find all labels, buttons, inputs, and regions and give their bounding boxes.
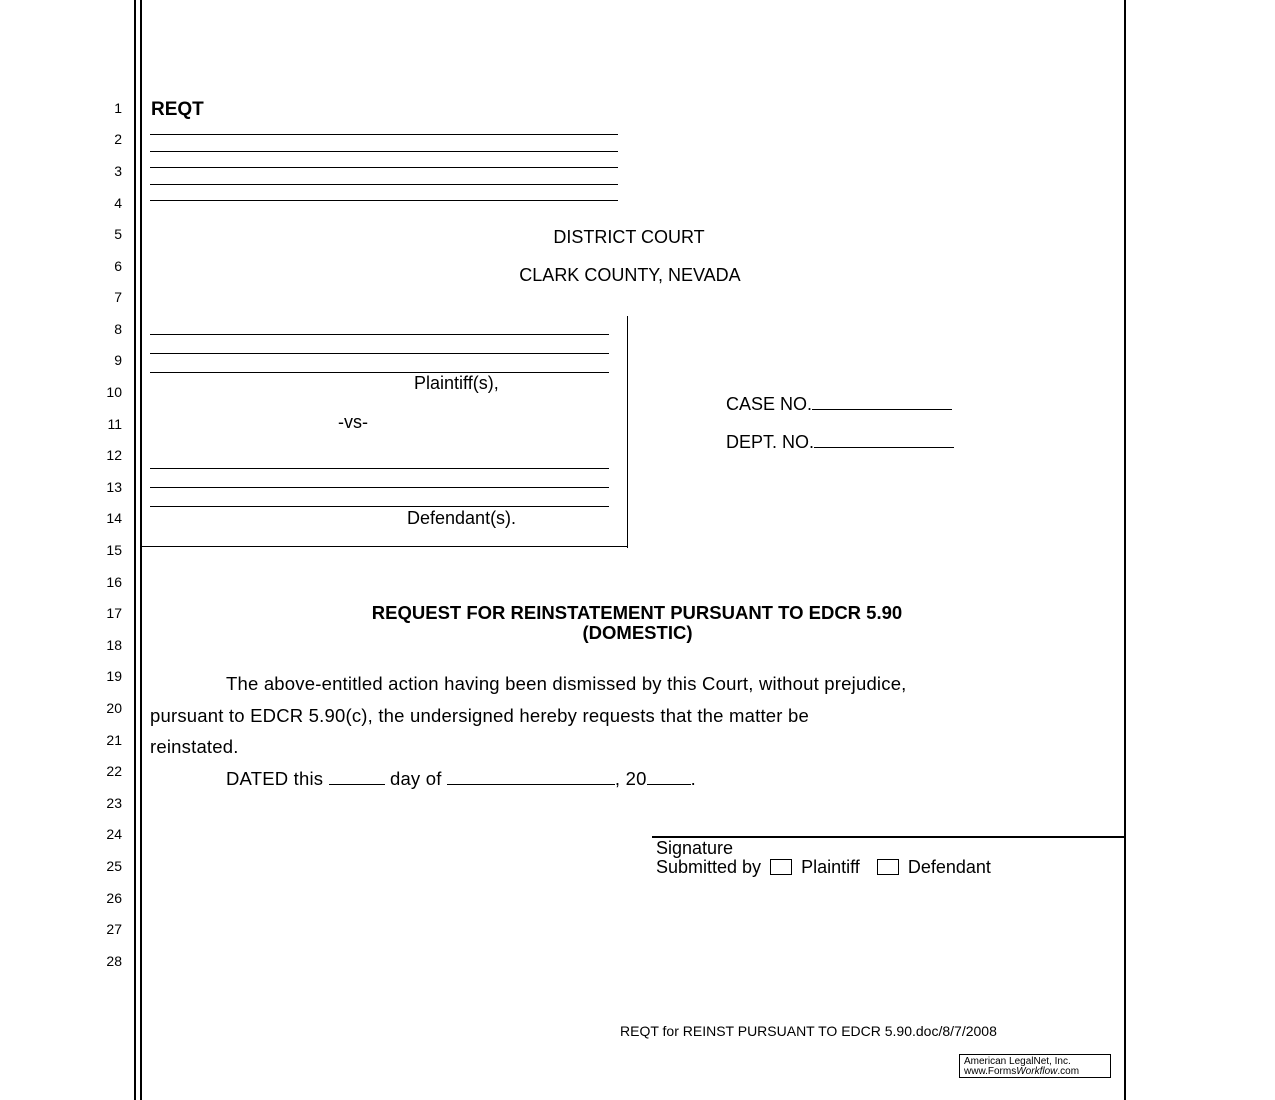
publisher-line1: American LegalNet, Inc. [964,1056,1071,1067]
line-number: 15 [106,542,122,558]
defendant-option-label: Defendant [907,857,991,877]
defendant-label: Defendant(s). [407,508,517,528]
defendant-name-line[interactable] [150,468,609,469]
attorney-info-line[interactable] [150,167,618,168]
attorney-info-line[interactable] [150,151,618,152]
line-number: 26 [106,890,122,906]
document-title [0,603,1275,643]
dated-prefix: DATED this [226,768,324,789]
dept-number-label: DEPT. NO. [726,432,815,452]
line-number: 21 [106,732,122,748]
line-number: 8 [114,321,122,337]
case-number-label: CASE NO. [726,394,813,414]
body-line-2: pursuant to EDCR 5.90(c), the undersigned hereby requests that the matter be [150,705,809,726]
dated-period: . [690,768,696,789]
plaintiff-option-label: Plaintiff [801,857,860,877]
line-number: 18 [106,637,122,653]
document-title-line1: REQUEST FOR REINSTATEMENT PURSUANT TO EDCR 5.90 [371,602,903,623]
line-number: 4 [114,195,122,211]
body-line-1: The above-entitled action having been dismissed by this Court, without prejudice, [226,673,907,694]
publisher-line2-b: Workflow [1016,1066,1058,1077]
case-number-field[interactable] [726,393,952,415]
dated-day-of: day of [389,768,442,789]
line-number: 7 [114,289,122,305]
line-number: 12 [106,447,122,463]
right-margin-rule [1124,0,1126,1100]
line-number: 28 [106,953,122,969]
line-number: 3 [114,163,122,179]
submitted-by-row [656,857,991,878]
court-county: CLARK COUNTY, NEVADA [519,265,741,285]
line-number: 17 [106,605,122,621]
signature-label: Signature [656,838,734,858]
defendant-name-line[interactable] [150,506,609,507]
line-number: 5 [114,226,122,242]
left-margin-rule-outer [134,0,136,1100]
attorney-info-line[interactable] [150,200,618,201]
defendant-checkbox[interactable] [877,859,899,875]
line-number: 9 [114,352,122,368]
line-number: 22 [106,763,122,779]
dated-line [226,768,696,790]
defendant-name-line[interactable] [150,487,609,488]
line-number: 27 [106,921,122,937]
plaintiff-label: Plaintiff(s), [414,373,499,393]
plaintiff-name-line[interactable] [150,372,609,373]
line-number: 14 [106,510,122,526]
publisher-line2-a: www.Forms [964,1066,1017,1077]
dated-year-prefix: , 20 [614,768,647,789]
publisher-line2-c: .com [1057,1066,1080,1077]
month-blank[interactable] [447,768,615,785]
dept-number-blank[interactable] [814,431,954,448]
line-number: 13 [106,479,122,495]
line-number: 16 [106,574,122,590]
caption-box-bottom-rule [140,546,628,547]
versus-label: -vs- [338,412,368,432]
dept-number-field[interactable] [726,431,954,453]
day-blank[interactable] [329,768,385,785]
attorney-info-line[interactable] [150,134,618,135]
form-code: REQT [151,99,204,120]
submitted-by-label: Submitted by [656,857,762,877]
line-number: 20 [106,700,122,716]
publisher-line2 [964,1067,1110,1077]
line-number: 10 [106,384,122,400]
line-number: 6 [114,258,122,274]
court-name: DISTRICT COURT [553,227,705,247]
year-blank[interactable] [647,768,691,785]
line-number: 2 [114,131,122,147]
plaintiff-name-line[interactable] [150,334,609,335]
body-line-3: reinstated. [150,736,239,757]
document-title-line2: (DOMESTIC) [582,622,693,643]
line-number: 25 [106,858,122,874]
line-number: 11 [107,416,122,432]
line-number: 19 [106,668,122,684]
caption-box-right-rule [627,316,628,548]
plaintiff-name-line[interactable] [150,353,609,354]
line-number: 1 [114,100,122,116]
footer-doc-ref: REQT for REINST PURSUANT TO EDCR 5.90.doc/8/7/2008 [620,1023,997,1039]
line-number: 23 [106,795,122,811]
left-margin-rule-inner [140,0,142,1100]
publisher-badge [959,1054,1111,1078]
attorney-info-line[interactable] [150,184,618,185]
line-number: 24 [106,826,122,842]
case-number-blank[interactable] [812,393,952,410]
plaintiff-checkbox[interactable] [770,859,792,875]
